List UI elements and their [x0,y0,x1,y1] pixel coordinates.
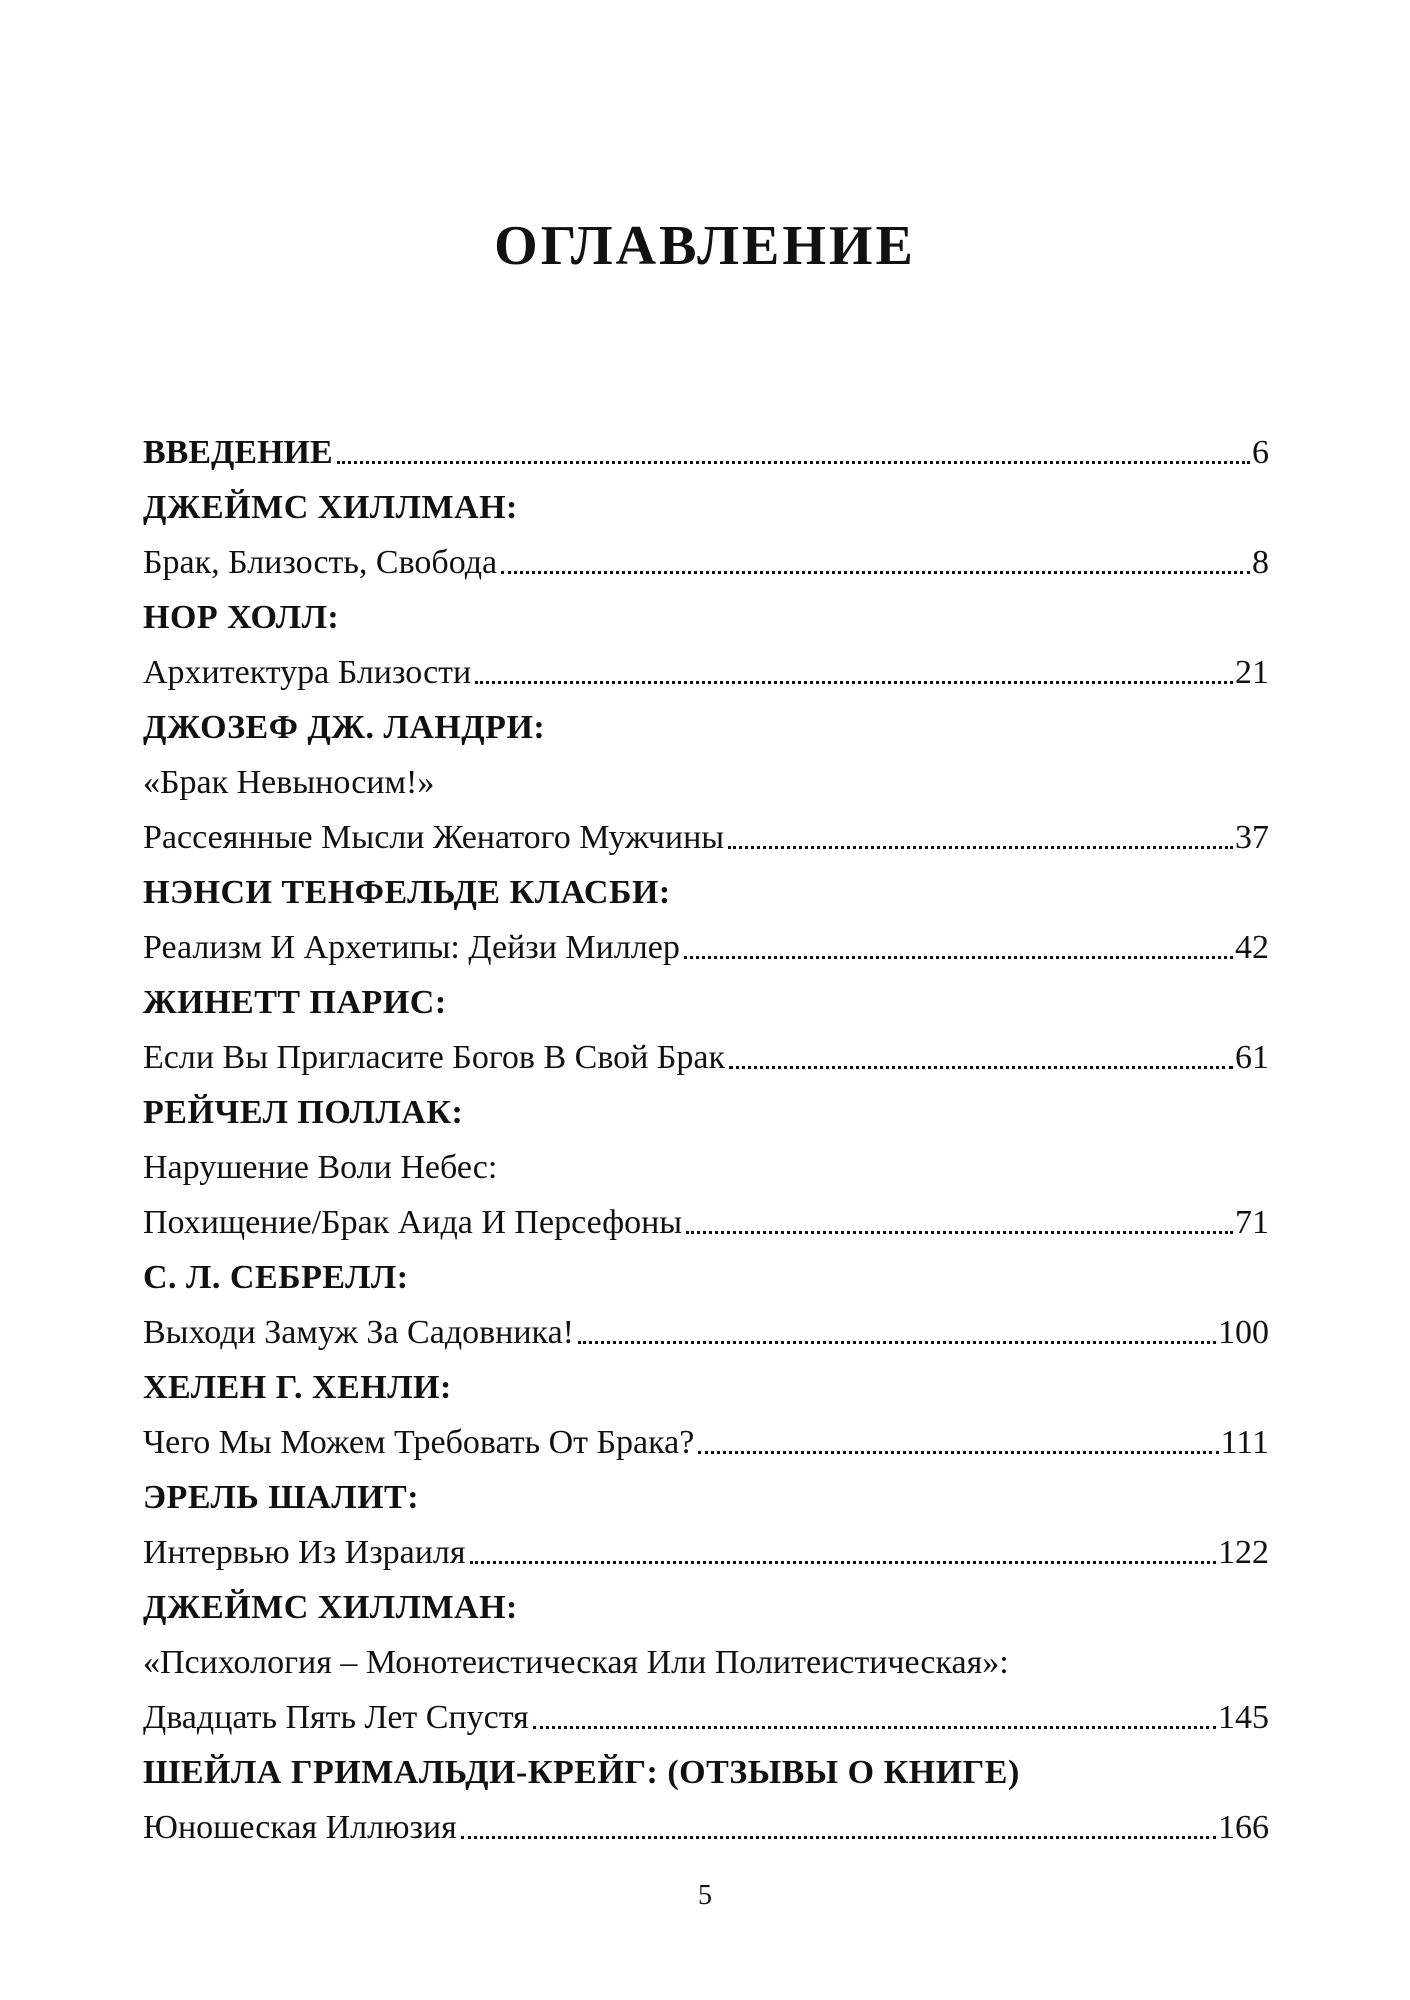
dot-leader [578,1341,1216,1344]
toc-entry-text: Если Вы Пригласите Богов В Свой Брак [143,1039,725,1076]
page-title: ОГЛАВЛЕНИЕ [494,215,916,277]
toc-entry-text: Двадцать Пять Лет Спустя [143,1699,529,1736]
toc-entry [143,1625,1269,1680]
table-of-contents [143,415,1269,1845]
dot-leader [533,1726,1216,1729]
toc-entry-text: Реализм И Архетипы: Дейзи Миллер [143,929,680,966]
toc-entry-text: ДЖЕЙМС ХИЛЛМАН: [143,489,518,526]
toc-entry [143,1680,1269,1735]
toc-entry [143,800,1269,855]
toc-page-number: 71 [1235,1204,1269,1241]
toc-author-heading [143,470,1269,525]
toc-page-number: 111 [1220,1424,1269,1461]
toc-entry-text: Нарушение Воли Небес: [143,1149,498,1186]
toc-entry-text: Интервью Из Израиля [143,1534,466,1571]
toc-page-number: 61 [1235,1039,1269,1076]
toc-page-number: 6 [1252,434,1269,471]
dot-leader [698,1451,1218,1454]
toc-entry [143,1295,1269,1350]
toc-intro-entry [143,415,1269,470]
toc-author-heading [143,1460,1269,1515]
toc-entry-text: ВВЕДЕНИЕ [143,434,333,471]
toc-entry [143,1405,1269,1460]
toc-entry-text: НЭНСИ ТЕНФЕЛЬДЕ КЛАСБИ: [143,874,671,911]
dot-leader [461,1836,1216,1839]
toc-entry-text: С. Л. СЕБРЕЛЛ: [143,1259,409,1296]
toc-entry-text: ЖИНЕТТ ПАРИС: [143,984,447,1021]
toc-entry-text: Архитектура Близости [143,654,472,691]
toc-author-heading [143,965,1269,1020]
dot-leader [470,1561,1216,1564]
toc-author-heading [143,1735,1269,1790]
toc-author-heading [143,855,1269,910]
toc-page-number: 122 [1218,1534,1269,1571]
toc-entry-text: Чего Мы Можем Требовать От Брака? [143,1424,695,1461]
toc-entry-text: Юношеская Иллюзия [143,1809,457,1846]
toc-page-number: 100 [1218,1314,1269,1351]
toc-entry [143,910,1269,965]
toc-entry-text: ДЖЕЙМС ХИЛЛМАН: [143,1589,518,1626]
toc-entry-text: Похищение/Брак Аида И Персефоны [143,1204,683,1241]
toc-entry-text: ДЖОЗЕФ ДЖ. ЛАНДРИ: [143,709,546,746]
toc-entry [143,1515,1269,1570]
dot-leader [684,956,1233,959]
toc-entry-text: Выходи Замуж За Садовника! [143,1314,574,1351]
toc-author-heading [143,690,1269,745]
toc-entry-text: РЕЙЧЕЛ ПОЛЛАК: [143,1094,464,1131]
dot-leader [501,571,1250,574]
page-number: 5 [698,1880,712,1911]
dot-leader [475,681,1233,684]
toc-entry [143,635,1269,690]
dot-leader [337,461,1250,464]
toc-author-heading [143,1570,1269,1625]
toc-author-heading [143,1350,1269,1405]
toc-author-heading [143,1075,1269,1130]
toc-page-number: 37 [1235,819,1269,856]
toc-entry-text: Брак, Близость, Свобода [143,544,498,581]
toc-author-heading [143,580,1269,635]
toc-entry-text: ЭРЕЛЬ ШАЛИТ: [143,1479,420,1516]
toc-entry [143,1130,1269,1185]
toc-entry [143,1790,1269,1845]
toc-page-number: 42 [1235,929,1269,966]
toc-entry [143,745,1269,800]
toc-entry-text: ХЕЛЕН Г. ХЕНЛИ: [143,1369,452,1406]
toc-author-heading [143,1240,1269,1295]
toc-entry-text: «Брак Невыносим!» [143,764,435,801]
toc-entry-text: ШЕЙЛА ГРИМАЛЬДИ-КРЕЙГ: (ОТЗЫВЫ О КНИГЕ) [143,1754,1020,1791]
toc-entry [143,1185,1269,1240]
dot-leader [728,846,1233,849]
toc-page-number: 8 [1252,544,1269,581]
toc-page-number: 21 [1235,654,1269,691]
toc-entry-text: НОР ХОЛЛ: [143,599,340,636]
toc-entry-text: Рассеянные Мысли Женатого Мужчины [143,819,725,856]
toc-entry [143,1020,1269,1075]
toc-page-number: 145 [1218,1699,1269,1736]
toc-entry [143,525,1269,580]
toc-page-number: 166 [1218,1809,1269,1846]
dot-leader [729,1066,1233,1069]
toc-entry-text: «Психология – Монотеистическая Или Политеистическая»: [143,1644,1009,1681]
dot-leader [686,1231,1233,1234]
